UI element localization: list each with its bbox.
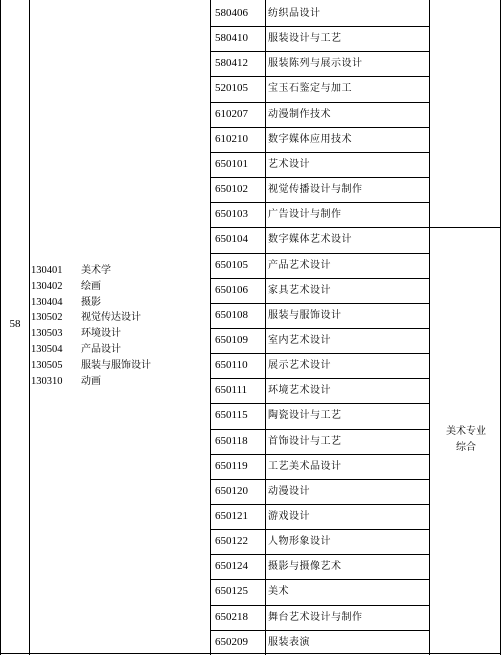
vocational-major-code: 650111 <box>215 384 248 396</box>
row-number: 58 <box>9 318 21 330</box>
undergrad-major-name: 产品设计 <box>81 343 121 355</box>
vocational-major-name: 服装设计与工艺 <box>268 33 342 44</box>
vocational-major-name: 服装与服饰设计 <box>268 310 342 321</box>
exam-subject-line2: 综合 <box>456 442 476 453</box>
vocational-major-name: 环境艺术设计 <box>268 385 331 396</box>
vocational-major-code: 650125 <box>215 585 248 597</box>
vocational-major-code: 580406 <box>215 7 248 19</box>
undergrad-major-name: 服装与服饰设计 <box>81 359 151 371</box>
vocational-major-code: 650209 <box>215 636 248 648</box>
vocational-major-name: 服装表演 <box>268 637 310 648</box>
undergrad-major-code: 130503 <box>31 328 63 340</box>
exam-subject-line1: 美术专业 <box>446 426 486 437</box>
vocational-major-code: 650122 <box>215 535 248 547</box>
vocational-major-code: 650109 <box>215 334 248 346</box>
vocational-major-name: 数字媒体应用技术 <box>268 134 352 145</box>
table-border-left <box>0 0 1 655</box>
vocational-major-name: 宝玉石鉴定与加工 <box>268 83 352 94</box>
vocational-major-name: 游戏设计 <box>268 511 310 522</box>
vocational-major-code: 650108 <box>215 309 248 321</box>
undergrad-major-name: 视觉传达设计 <box>81 312 141 324</box>
vocational-major-code: 580412 <box>215 57 248 69</box>
undergrad-major-code: 130502 <box>31 312 63 324</box>
undergrad-major-item <box>31 295 209 311</box>
undergrad-major-name: 绘画 <box>81 280 101 292</box>
vocational-major-name: 首饰设计与工艺 <box>268 436 342 447</box>
vocational-major-name: 展示艺术设计 <box>268 360 331 371</box>
vocational-major-name: 数字媒体艺术设计 <box>268 234 352 245</box>
undergrad-major-item <box>31 326 209 342</box>
vocational-major-code: 650124 <box>215 560 248 572</box>
vocational-major-code: 650102 <box>215 183 248 195</box>
undergrad-major-code: 130310 <box>31 375 63 387</box>
vocational-major-name: 艺术设计 <box>268 159 310 170</box>
vocational-major-code: 650218 <box>215 611 248 623</box>
exam-group-divider <box>429 227 501 228</box>
undergrad-major-name: 美术学 <box>81 265 111 276</box>
undergrad-major-item <box>31 374 209 390</box>
vocational-major-name: 服装陈列与展示设计 <box>268 58 363 69</box>
column-divider <box>29 0 30 655</box>
vocational-major-name: 动漫制作技术 <box>268 109 331 120</box>
undergrad-majors-list <box>31 263 209 389</box>
vocational-major-code: 520105 <box>215 82 248 94</box>
vocational-major-code: 650115 <box>215 409 248 421</box>
exam-subject <box>431 424 501 456</box>
vocational-major-name: 广告设计与制作 <box>268 209 342 220</box>
vocational-major-name: 陶瓷设计与工艺 <box>268 410 342 421</box>
vocational-major-name: 人物形象设计 <box>268 536 331 547</box>
vocational-major-code: 650104 <box>215 233 248 245</box>
vocational-major-code: 650121 <box>215 510 248 522</box>
vocational-major-code: 650110 <box>215 359 248 371</box>
undergrad-major-item <box>31 358 209 374</box>
undergrad-major-item <box>31 310 209 326</box>
vocational-major-name: 视觉传播设计与制作 <box>268 184 363 195</box>
undergrad-major-code: 130401 <box>31 265 63 276</box>
vocational-major-name: 家具艺术设计 <box>268 285 331 296</box>
vocational-major-name: 舞台艺术设计与制作 <box>268 612 363 623</box>
vocational-major-code: 650101 <box>215 158 248 170</box>
undergrad-major-name: 动画 <box>81 375 101 387</box>
vocational-major-name: 工艺美术品设计 <box>268 461 342 472</box>
undergrad-major-item <box>31 279 209 295</box>
vocational-major-code: 650105 <box>215 259 248 271</box>
vocational-major-code: 650120 <box>215 485 248 497</box>
vocational-major-code: 650119 <box>215 460 248 472</box>
vocational-major-code: 610210 <box>215 133 248 145</box>
undergrad-major-code: 130404 <box>31 296 63 308</box>
vocational-major-name: 产品艺术设计 <box>268 260 331 271</box>
vocational-major-name: 纺织品设计 <box>268 8 321 19</box>
vocational-major-name: 美术 <box>268 586 289 597</box>
undergrad-major-item <box>31 342 209 358</box>
vocational-major-code: 610207 <box>215 108 248 120</box>
undergrad-major-code: 130504 <box>31 343 63 355</box>
vocational-major-code: 650106 <box>215 284 248 296</box>
table-border-right <box>500 0 501 655</box>
undergrad-major-name: 摄影 <box>81 296 101 308</box>
undergrad-major-code: 130402 <box>31 280 63 292</box>
undergrad-major-item <box>31 263 209 279</box>
vocational-major-code: 650103 <box>215 208 248 220</box>
vocational-major-code: 650118 <box>215 435 248 447</box>
vocational-major-name: 摄影与摄像艺术 <box>268 561 342 572</box>
vocational-major-name: 动漫设计 <box>268 486 310 497</box>
undergrad-major-name: 环境设计 <box>81 328 121 340</box>
undergrad-major-code: 130505 <box>31 359 63 371</box>
vocational-major-code: 580410 <box>215 32 248 44</box>
vocational-major-name: 室内艺术设计 <box>268 335 331 346</box>
